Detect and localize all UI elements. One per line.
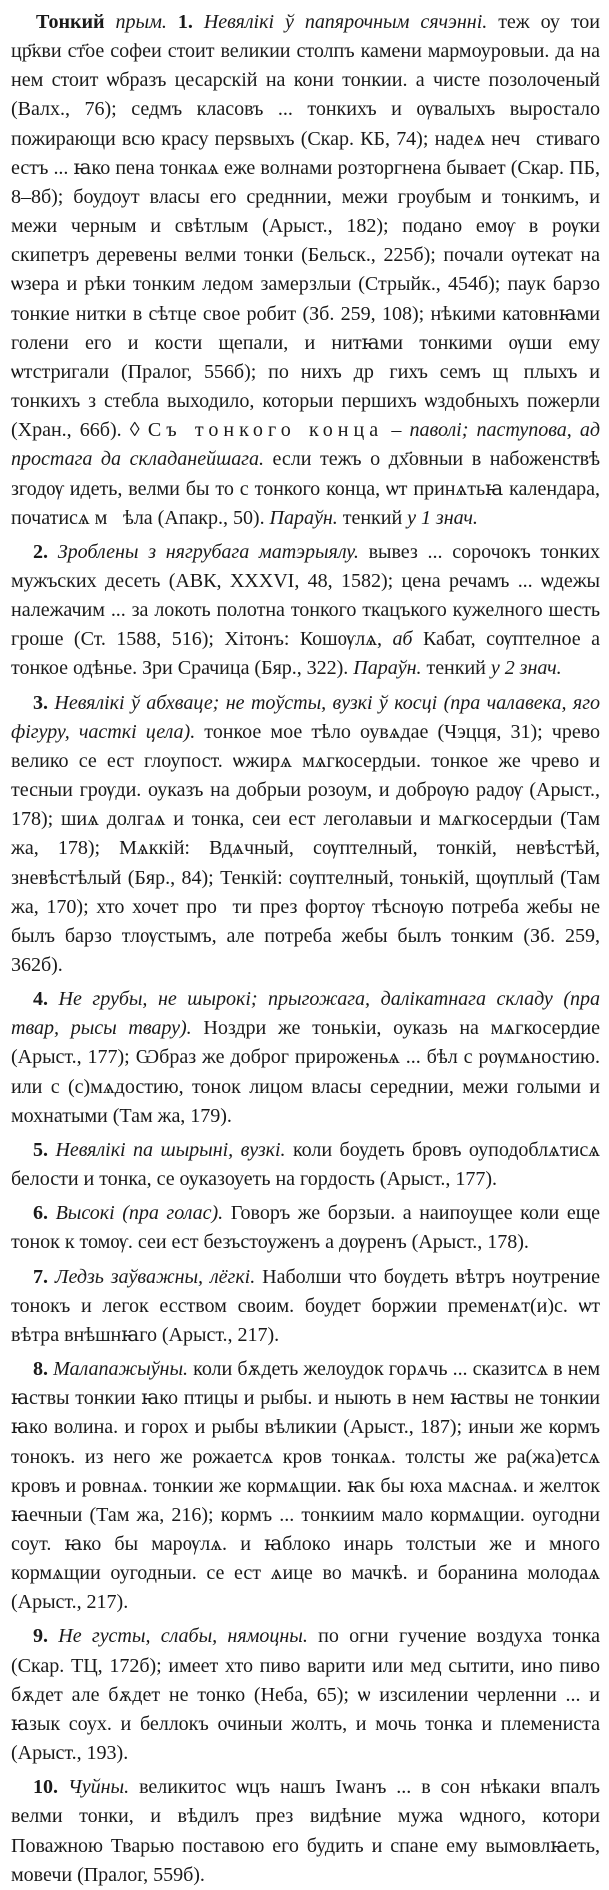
phrase-text: Съ тонкого конца xyxy=(147,419,384,442)
gloss-text: у 2 знач. xyxy=(490,657,562,680)
quotation-text: Наболши что бѹдеть вѣтръ ноутрение тонокъ и легок есством своим. боудет боржии пременѧт(и)с. ѡт вѣтра внѣшнꙗго (Арыст., 217). xyxy=(11,1265,600,1346)
sense-5 xyxy=(11,1136,600,1194)
gloss-text: Параўн. xyxy=(269,506,338,529)
gloss-text: Не грубы, не шырокі; прыгожага, далікатнага складу (пра твар, рысы твару). xyxy=(11,988,600,1040)
gloss-text: Параўн. xyxy=(353,657,422,680)
sense-number: 5. xyxy=(33,1138,48,1161)
sense-number: 3. xyxy=(33,691,48,714)
gloss-text: паволі; паступова, ад простага да складанейшага. xyxy=(11,419,600,471)
quotation-text: коли бѫдеть желоудок горѧчь ... сказитсѧ в нем ꙗствы тонкии ꙗко птицы и рыбы. и ныють в нем ꙗствы не тонкии ꙗко волина. и горох и рыбы вѣликии (Арыст., 187); иныи же кормъ тонокъ. из него же рожаетсѧ кров тонкаѧ. толсты же ра(жа)етсѧ кровъ и ровнаѧ. тонкии же кормѧщии. ꙗк бы юха мѧснаѧ. и желток ꙗечныи (Там жа, 216); кормъ ... тонкиим мало кормѧщии. оугодни соут. ꙗко бы марѹлѧ. и ꙗблоко инарь толстыи же и много кормѧщии оугодныи. се ест ѧице во мачкѣ. и боранина молодаѧ (Арыст., 217). xyxy=(11,1358,600,1614)
quotation-text: если тежъ о дх҃овныи в набоженствѣ згодѹ идеть, велми бы то с тонкого конца, ѡт принѧтьꙗ календара, початисѧ м꙯ѣла (Апакр., 50). xyxy=(11,448,600,529)
sense-number: 8. xyxy=(33,1358,48,1381)
sense-number: 10. xyxy=(33,1776,58,1799)
gloss-text: Высокі (пра голас). xyxy=(55,1202,224,1225)
gloss-text: Зроблены з нягрубага матэрыялу. xyxy=(57,540,359,563)
quotation-text: вывез ... сорочокъ тонких мужъских десеть (АВК, XXXVI, 48, 1582); цена речамъ ... ѡдежы належачим ... за локоть полотна тонкого ткацъкого кужелного шесть гроше (Ст. 1588, 516); Хітонъ: Кошѹлѧ, xyxy=(11,540,600,651)
gloss-text: Не густы, слабы, нямоцны. xyxy=(58,1625,308,1648)
quotation-text: Говоръ же борзыи. а наипоущее коли еще тонок к томѹ. сеи ест безъстоуженъ а дѹренъ (Арыст., 178). xyxy=(11,1202,601,1254)
gloss-text: Невялікі ў папярочным сячэнні. xyxy=(192,11,488,33)
gloss-text: прым. xyxy=(104,11,178,33)
sense-number: 6. xyxy=(33,1202,48,1225)
gloss-text: Невялікі па шырыні, вузкі. xyxy=(55,1138,286,1161)
gloss-text: Невялікі ў абхваце; не тоўсты, вузкі ў косці (пра чалавека, яго фігуру, часткі цела). xyxy=(11,691,600,743)
gloss-text: Малапажыўны. xyxy=(53,1358,188,1381)
sense-8 xyxy=(11,1355,600,1617)
quotation-text: тенкий xyxy=(421,657,491,680)
quotation-text: 1. xyxy=(177,11,193,33)
sense-1 xyxy=(11,8,600,533)
gloss-text: у 1 знач. xyxy=(407,506,478,529)
quotation-text: тенкий xyxy=(337,506,408,529)
sense-6 xyxy=(11,1199,600,1257)
sense-3 xyxy=(11,689,600,981)
quotation-text: великитос ѡцъ нашъ Iwанъ ... в сон нѣкаки впалъ велми тонки, и вѣдилъ през видѣние мужа ѡдного, котори Поважною Тварью поставою его будить и спане ему вымовлꙗеть, мовечи (Пралог, 559б). xyxy=(11,1776,600,1886)
sense-4 xyxy=(11,985,600,1131)
quotation-text: коли боудеть бровъ оуподоблѧтисѧ белости и тонка, се оуказоуеть на гордость (Арыст., 177). xyxy=(11,1138,600,1191)
quotation-text: ◊ xyxy=(129,419,148,442)
quotation-text: по огни гучение воздуха тонка (Скар. ТЦ, 172б); имеет хто пиво варити или мед сытити, ино пиво бѫдет але бѫдет не тонко (Неба, 65); ѡ изсилении черленни ... и ꙗзык соух. и беллокъ очиныи жолть, и мочь тонка и племениста (Арыст., 193). xyxy=(11,1625,601,1765)
quotation-text: тонкое мое тѣло оувѧдае (Чэцця, 31); чрево велико се ест глоупост. ѡжирѧ мѧгкосердыи. тонкое же чрево и тесныи грѹди. оуказъ на добрыи розоум, и добрѹю радѹ (Арыст., 178); шиѧ долгаѧ и тонка, сеи ест леголавыи и мѧгкосердыи (Там жа, 178); Мѧккій: Вдѧчный, сѹптелный, тонкій, невѣстѣй, зневѣстѣлый (Бяр., 84); Тенкій: сѹптелный, тонькій, щѹплый (Там жа, 170); хто хочет про꙯ти през фортѹ тѣснѹю потреба жебы не былъ барзо тлѹстымъ, але потреба жебы былъ тонким (Зб. 259, 362б). xyxy=(11,720,601,976)
quotation-text: Кабат, сѹптелное а тонкое одѣнье. Зри Срачица (Бяр., 322). xyxy=(11,628,600,680)
sense-2 xyxy=(11,538,600,684)
sense-9 xyxy=(11,1622,600,1768)
sense-number: 2. xyxy=(33,540,48,563)
sense-number: 4. xyxy=(33,988,48,1011)
gloss-text: Ледзь заўважны, лёгкі. xyxy=(54,1265,256,1288)
quotation-text: теж оу тои цр҃кви ст҃ое софеи стоит великии столпъ камени мармоуровыи. да на нем стоит ѡбразъ цесарскій на кони тонкии. а чисте позолоченый (Валх., 76); седмъ класовъ ... тонкихъ и ѹвалыхъ выростало пожирающи всю красу перѕвыхъ (Скар. КБ, 74); надеѧ неч꙯стиваго естъ ... ꙗко пена тонкаѧ еже волнами розторгнена бывает (Скар. ПБ, 8–8б); боудоут власы его средннии, межи гроубым и тонкимъ, и межи черным и свѣтлым (Арыст., 182); подано емѹ в рѹки скипетръ деревены велми тонки (Бельск., 225б); почали ѹтекат на ѡзера и рѣки тонким ледом замерзлыи (Стрыйк., 454б); паук барзо тонкие нитки в сѣтце свое робит (Зб. 259, 108); нѣкими катовнꙗми голени его и кости щепали, и нитꙗми тонкими ѹши ему ѡтстригали (Пралог, 556б); по нихъ дрꙋгихъ семъ щꙋплыхъ и тонкихъ з стебла выходило, которыи першихъ ѡздобныхъ пожерли (Хран., 66б). xyxy=(11,11,600,442)
gloss-text: Чуйны. xyxy=(67,1776,130,1799)
gloss-text: аб xyxy=(392,628,413,651)
quotation-text: – xyxy=(383,419,410,442)
quotation-text: Ноздри же тонькіи, оуказь на мѧгкосердие (Арыст., 177); Ѡбраз же доброг прироженьѧ ... бѣл с рѹмѧностию. или с (с)мѧдостию, тонок лицом власы середнии, межи голыми и мохнатыми (Там жа, 179). xyxy=(11,1017,600,1127)
headword: Тонкий xyxy=(36,11,105,33)
sense-number: 9. xyxy=(33,1625,48,1648)
dictionary-entry-tonkiy xyxy=(11,8,600,1890)
sense-number: 7. xyxy=(33,1265,48,1288)
sense-10 xyxy=(11,1773,600,1890)
sense-7 xyxy=(11,1263,600,1350)
